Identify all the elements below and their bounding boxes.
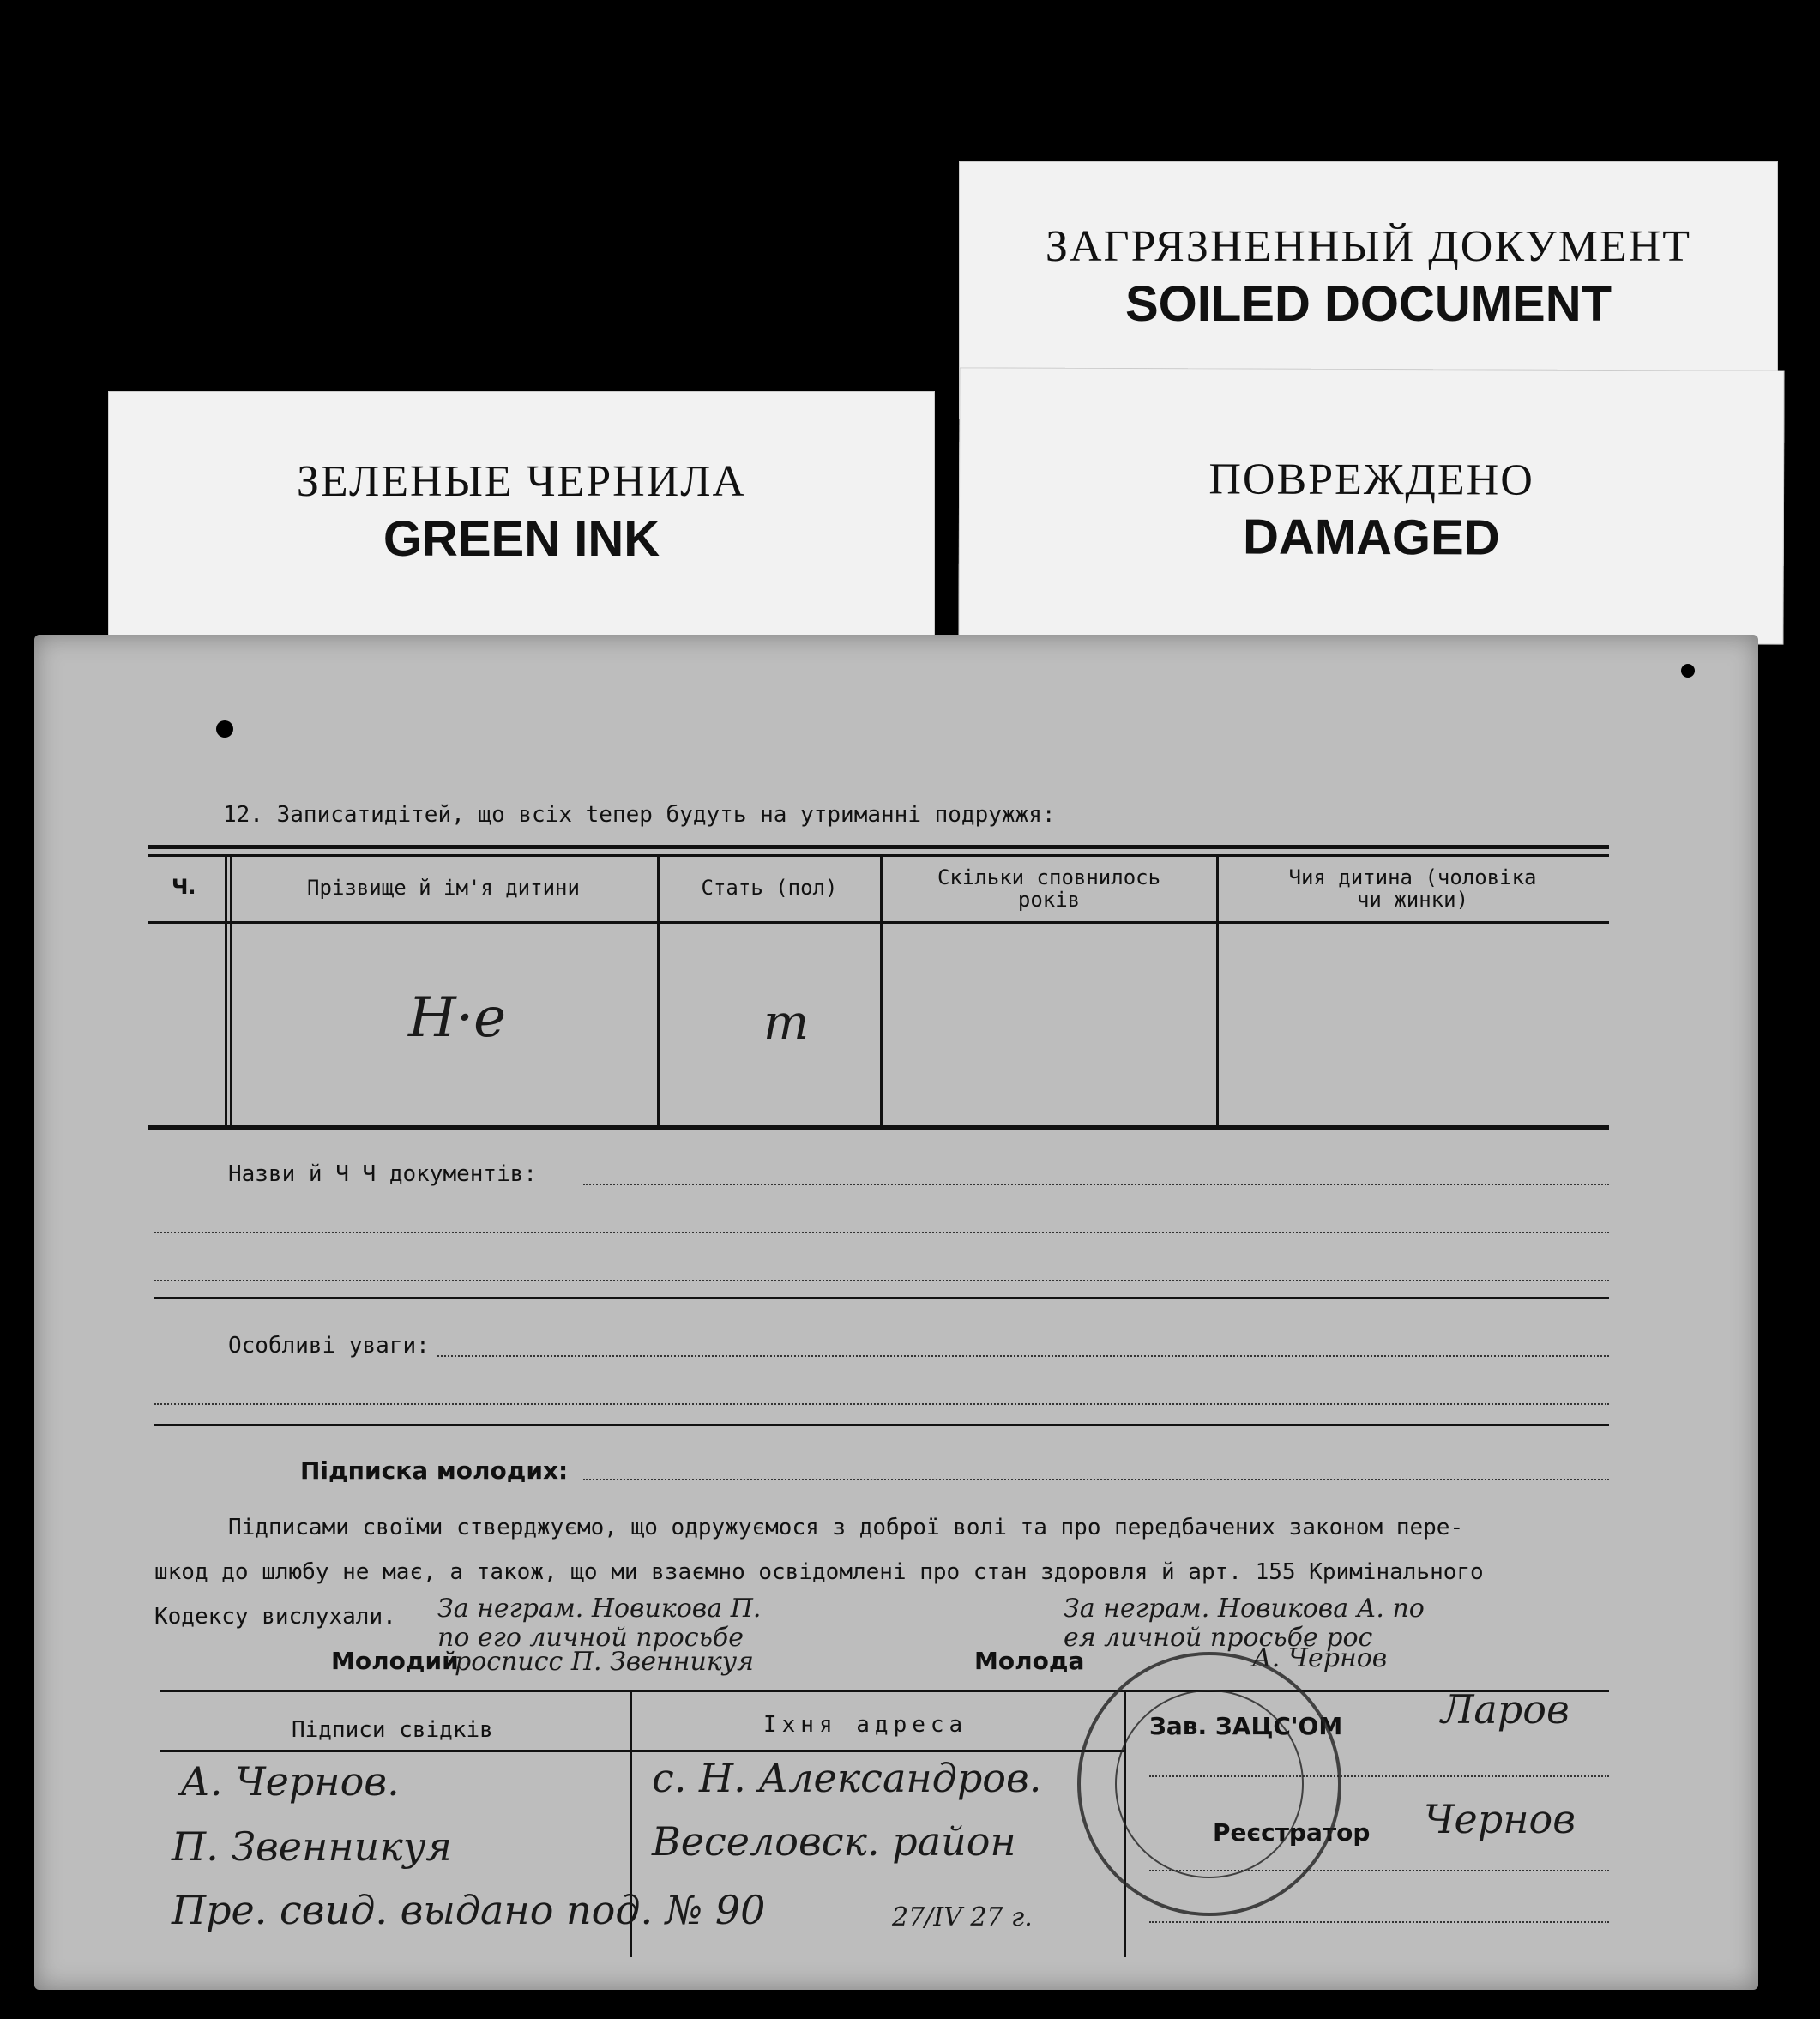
handwritten-head-signature: Ларов: [1441, 1686, 1570, 1733]
col-whose-header-line1: Чия дитина (чоловіка: [1288, 865, 1537, 889]
official-round-stamp: [1077, 1652, 1341, 1916]
handwritten-certificate-note: Пре. свид. выдано под. № 90: [172, 1887, 766, 1933]
registrar-signature-line-2: [1149, 1921, 1609, 1923]
col-whose-header: [1220, 866, 1606, 911]
table-header-rule: [148, 921, 1609, 924]
col-whose-header-line2: чи жинки): [1356, 888, 1469, 912]
groom-label: Молодий: [331, 1647, 459, 1675]
section-rule: [154, 1297, 1609, 1299]
documents-label: Назви й Ч Ч документів:: [228, 1161, 538, 1187]
notes-label: Особливі уваги:: [228, 1333, 430, 1359]
table-col-divider: [880, 856, 883, 1127]
col-age-header-line2: років: [1017, 888, 1081, 912]
registrar-label: Реєстратор: [1213, 1818, 1371, 1847]
handwritten-address-1: с. Н. Александров.: [652, 1755, 1042, 1801]
green-tag-en: GREEN INK: [383, 511, 660, 567]
handwritten-address-2: Веселовск. район: [652, 1818, 1016, 1865]
documents-field: [583, 1184, 1609, 1185]
section-rule: [154, 1424, 1609, 1426]
witnesses-header: Підписи свідків: [292, 1717, 493, 1743]
table-col-divider: [657, 856, 660, 1127]
notes-field: [437, 1355, 1609, 1357]
handwritten-groom-note-2: по его личной просьбе: [437, 1623, 744, 1653]
declaration-line-1: Підписами своїми стверджуємо, що одружуємося з доброї волі та про передбачених законом пере-: [228, 1515, 1464, 1540]
zags-head-label: Зав. ЗАЦС'ОМ: [1149, 1712, 1343, 1740]
handwritten-child-name: Н·е: [408, 986, 507, 1050]
notes-field-line: [154, 1403, 1609, 1405]
col-number-header: Ч.: [172, 875, 196, 899]
documents-field-line: [154, 1280, 1609, 1281]
handwritten-groom-note-1: За неграм. Новикова П.: [437, 1594, 762, 1624]
handwritten-child-sex: т: [763, 995, 810, 1051]
punch-hole: [1681, 664, 1695, 678]
punch-hole: [216, 720, 233, 738]
declaration-line-2: шкод до шлюбу не має, а також, що ми взаємно освідомлені про стан здоровля й арт. 155 Кримінального: [154, 1559, 1484, 1585]
table-bottom-rule: [148, 1125, 1609, 1130]
damaged-tag-ru: ПОВРЕЖДЕНО: [1208, 455, 1534, 505]
green-tag-ru: ЗЕЛЕНЫЕ ЧЕРНИЛА: [296, 457, 747, 506]
witness-table-top-rule: [160, 1690, 1609, 1692]
table-col-divider: [1216, 856, 1219, 1127]
spouses-signature-field: [583, 1479, 1609, 1480]
witness-header-rule: [160, 1750, 1125, 1752]
col-sex-header: Стать (пол): [701, 876, 838, 900]
handwritten-bride-note-1: За неграм. Новикова А. по: [1064, 1594, 1425, 1624]
handwritten-registrar-signature: Чернов: [1424, 1796, 1576, 1842]
green-ink-tag: [108, 391, 935, 648]
col-age-header: [883, 866, 1214, 911]
handwritten-witness-1: А. Чернов.: [180, 1758, 400, 1805]
marriage-record-form: [34, 635, 1758, 1990]
declaration-line-3: Кодексу вислухали.: [154, 1604, 396, 1630]
table-col-divider: [225, 856, 227, 1127]
col-name-header: Прізвище й ім'я дитини: [307, 876, 580, 900]
damaged-tag: [958, 367, 1784, 644]
table-top-rule: [148, 845, 1609, 849]
handwritten-bride-note-2: ея личной просьбе рос: [1064, 1623, 1373, 1653]
damaged-tag-en: DAMAGED: [1242, 509, 1500, 566]
handwritten-bride-signature: А. Чернов: [1252, 1643, 1388, 1673]
soiled-tag-en: SOILED DOCUMENT: [1124, 276, 1612, 332]
col-age-header-line1: Скільки сповнилось: [937, 865, 1161, 889]
stamp-inner-ring: [1115, 1690, 1304, 1878]
spouses-signature-title: Підписка молодих:: [300, 1456, 569, 1485]
address-header: Іхня адреса: [763, 1712, 968, 1738]
item-12-label: 12. Записатидітей, що всіх tепер будуть на утриманні подружжя:: [223, 802, 1056, 828]
handwritten-certificate-date: 27/IV 27 г.: [892, 1902, 1033, 1932]
documents-field-line: [154, 1232, 1609, 1233]
handwritten-witness-2: П. Звенникуя: [172, 1823, 452, 1870]
soiled-tag-ru: ЗАГРЯЗНЕННЫЙ ДОКУМЕНТ: [1045, 222, 1692, 271]
bride-label: Молода: [974, 1647, 1085, 1675]
table-top-rule: [148, 854, 1609, 857]
handwritten-groom-signature: росписс П. Звенникуя: [455, 1647, 755, 1677]
